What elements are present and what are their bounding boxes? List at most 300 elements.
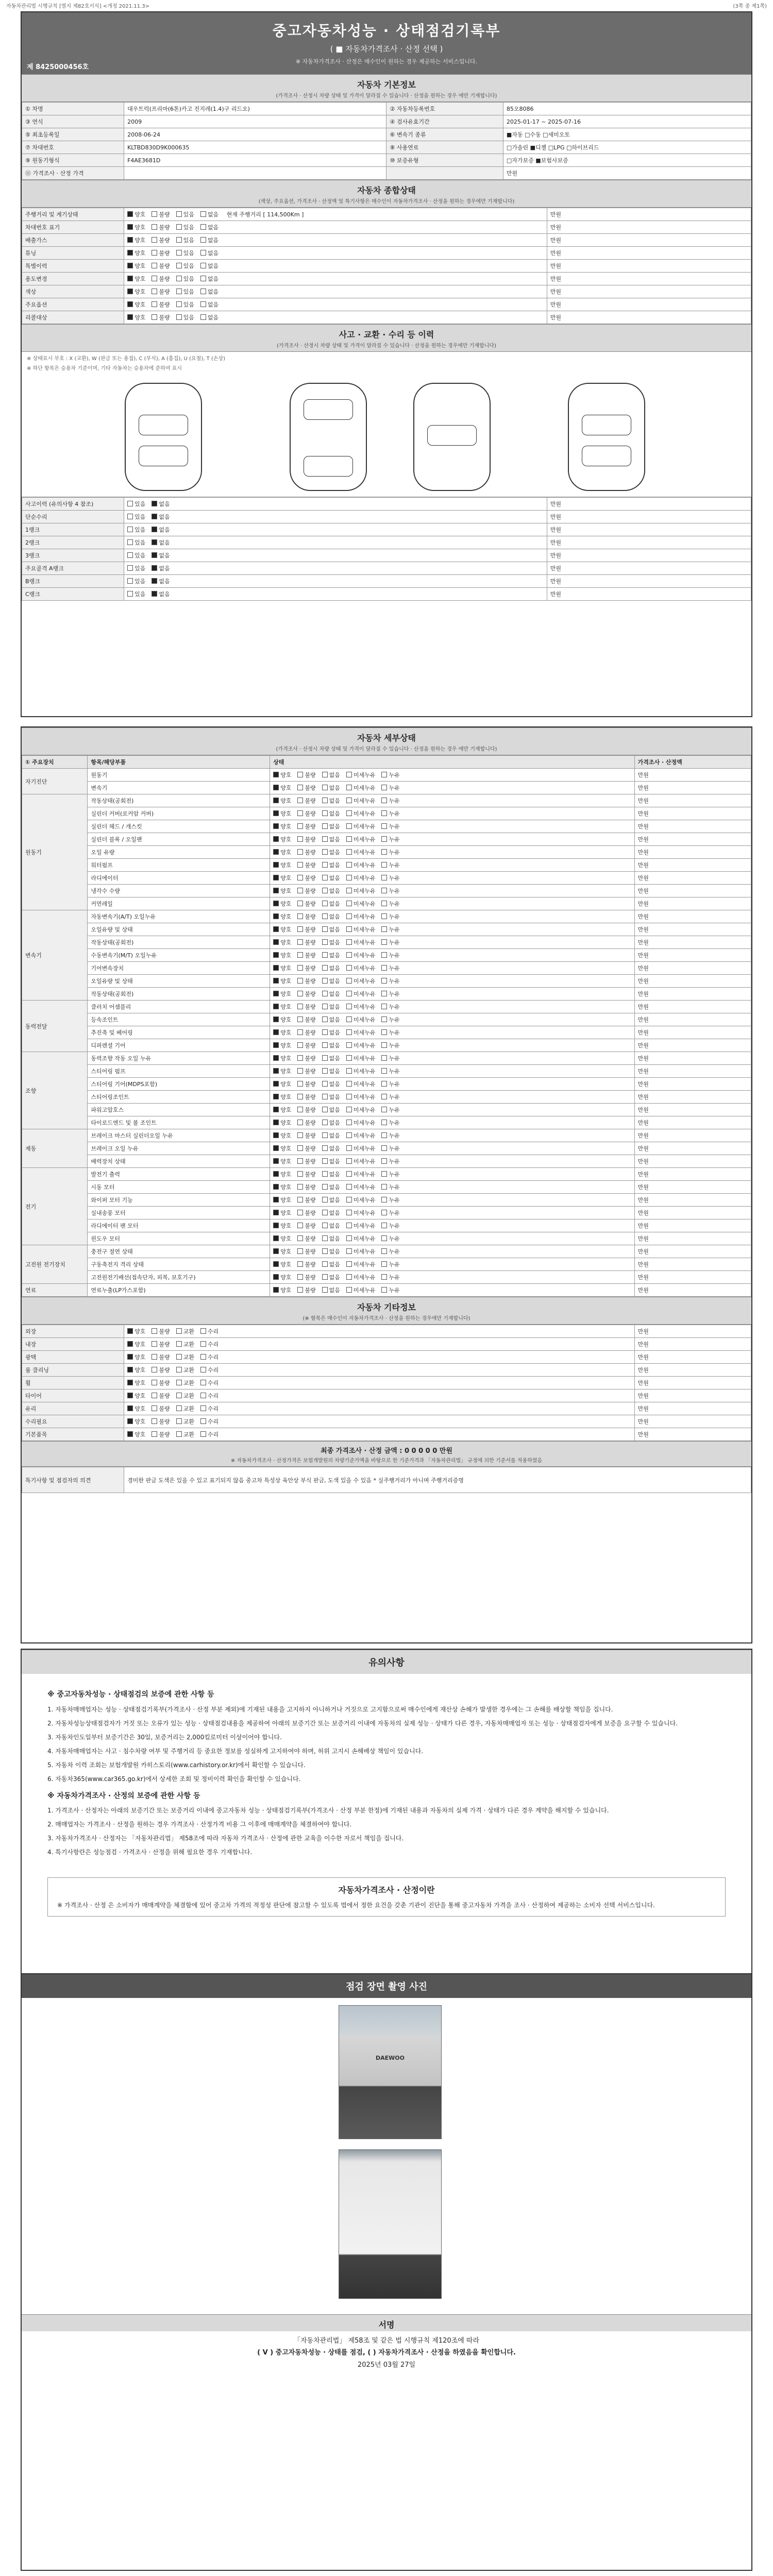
checkbox[interactable] [176,1341,182,1347]
checkbox[interactable] [297,1068,303,1074]
checked-box[interactable] [273,926,279,932]
checkbox[interactable] [346,978,352,984]
checkbox[interactable] [127,565,133,571]
checkbox[interactable] [152,211,157,217]
checkbox[interactable] [297,785,303,790]
checkbox[interactable] [322,849,328,855]
checked-box[interactable] [273,978,279,984]
checkbox[interactable] [297,1042,303,1048]
checkbox[interactable] [322,1287,328,1293]
checkbox[interactable] [322,1248,328,1254]
checkbox[interactable] [322,1184,328,1190]
checked-box[interactable] [152,552,157,558]
checkbox[interactable] [322,1274,328,1280]
checked-box[interactable] [127,1405,133,1411]
checkbox[interactable] [176,1367,182,1372]
option: 양호 [127,301,145,308]
checkbox[interactable] [322,1223,328,1228]
checkbox[interactable] [381,849,387,855]
checkbox[interactable] [297,888,303,893]
checked-box[interactable] [127,263,133,268]
checkbox[interactable] [297,1107,303,1112]
checkbox[interactable] [176,276,182,281]
checkbox[interactable] [176,224,182,230]
checkbox[interactable] [381,798,387,803]
checked-box[interactable] [273,1197,279,1202]
checkbox[interactable] [152,1431,157,1437]
checkbox[interactable] [322,772,328,777]
checkbox[interactable] [381,1094,387,1099]
checked-box[interactable] [273,1055,279,1061]
checked-box[interactable] [273,1248,279,1254]
checkbox[interactable] [297,978,303,984]
checkbox[interactable] [346,1132,352,1138]
checkbox[interactable] [176,1380,182,1385]
checkbox[interactable] [346,1184,352,1190]
checkbox[interactable] [200,263,206,268]
checked-box[interactable] [127,250,133,256]
checked-box[interactable] [273,1107,279,1112]
checkbox[interactable] [346,913,352,919]
checkbox[interactable] [322,926,328,932]
checkbox[interactable] [297,1223,303,1228]
checkbox[interactable] [176,250,182,256]
checkbox[interactable] [297,1197,303,1202]
checkbox[interactable] [176,1393,182,1398]
checkbox[interactable] [297,1158,303,1164]
checkbox[interactable] [381,913,387,919]
checkbox[interactable] [381,1197,387,1202]
checkbox[interactable] [381,1261,387,1267]
checkbox[interactable] [200,224,206,230]
checked-box[interactable] [273,1004,279,1009]
checkbox[interactable] [200,1418,206,1424]
checkbox[interactable] [322,1197,328,1202]
checked-box[interactable] [273,965,279,971]
checkbox[interactable] [322,823,328,829]
checkbox[interactable] [200,1367,206,1372]
checkbox[interactable] [297,1081,303,1087]
checkbox[interactable] [322,939,328,945]
checkbox[interactable] [176,301,182,307]
checkbox[interactable] [152,1405,157,1411]
checkbox[interactable] [176,1405,182,1411]
checkbox[interactable] [381,836,387,842]
checked-box[interactable] [273,1120,279,1125]
checked-box[interactable] [152,591,157,597]
checkbox[interactable] [346,1004,352,1009]
checkbox[interactable] [297,1248,303,1254]
checkbox[interactable] [322,1004,328,1009]
checkbox[interactable] [152,1354,157,1360]
checkbox[interactable] [297,926,303,932]
title-banner [22,12,751,74]
checkbox[interactable] [381,1210,387,1215]
checkbox[interactable] [381,1171,387,1177]
checkbox[interactable] [297,1029,303,1035]
checkbox[interactable] [127,552,133,558]
checkbox[interactable] [200,1328,206,1334]
checkbox[interactable] [346,836,352,842]
checkbox[interactable] [381,810,387,816]
checkbox[interactable] [381,1029,387,1035]
checkbox[interactable] [176,237,182,243]
checked-box[interactable] [273,1261,279,1267]
checkbox[interactable] [200,1393,206,1398]
checked-box[interactable] [127,1328,133,1334]
checkbox[interactable] [297,1016,303,1022]
checkbox[interactable] [176,289,182,294]
checkbox[interactable] [381,1081,387,1087]
checkbox[interactable] [346,1261,352,1267]
checkbox[interactable] [152,1380,157,1385]
checkbox[interactable] [346,810,352,816]
checkbox[interactable] [346,888,352,893]
checked-box[interactable] [273,1068,279,1074]
checked-box[interactable] [273,1210,279,1215]
checkbox[interactable] [297,849,303,855]
checked-box[interactable] [273,1081,279,1087]
checkbox[interactable] [176,1328,182,1334]
checkbox[interactable] [346,1235,352,1241]
checkbox[interactable] [200,1380,206,1385]
checkbox[interactable] [297,1210,303,1215]
checkbox[interactable] [346,1274,352,1280]
checkbox[interactable] [322,1145,328,1151]
checked-box[interactable] [273,1042,279,1048]
checkbox[interactable] [176,314,182,320]
checked-box[interactable] [152,565,157,571]
checkbox[interactable] [297,823,303,829]
checked-box[interactable] [273,798,279,803]
checked-box[interactable] [152,501,157,506]
checked-box[interactable] [127,1341,133,1347]
checkbox[interactable] [152,1393,157,1398]
checkbox[interactable] [152,301,157,307]
checkbox[interactable] [200,1431,206,1437]
checkbox[interactable] [322,1210,328,1215]
checkbox[interactable] [152,1367,157,1372]
checkbox[interactable] [297,1184,303,1190]
checkbox[interactable] [322,836,328,842]
checkbox[interactable] [346,1197,352,1202]
checkbox[interactable] [127,591,133,597]
checkbox[interactable] [322,1094,328,1099]
checkbox[interactable] [381,1042,387,1048]
checkbox[interactable] [346,823,352,829]
checkbox[interactable] [322,862,328,868]
checkbox[interactable] [346,1068,352,1074]
checkbox[interactable] [297,1055,303,1061]
checkbox[interactable] [381,1287,387,1293]
checkbox[interactable] [127,527,133,532]
checkbox[interactable] [297,965,303,971]
option: 있음 [127,578,145,585]
checked-box[interactable] [273,991,279,996]
checkbox[interactable] [127,539,133,545]
checkbox[interactable] [152,314,157,320]
checkbox[interactable] [322,1158,328,1164]
checkbox[interactable] [200,301,206,307]
checkbox[interactable] [322,798,328,803]
checkbox[interactable] [346,926,352,932]
checkbox[interactable] [346,1081,352,1087]
checkbox[interactable] [346,1287,352,1293]
checked-box[interactable] [273,1184,279,1190]
checkbox[interactable] [346,1042,352,1048]
checked-box[interactable] [127,1380,133,1385]
checked-box[interactable] [273,1145,279,1151]
checked-box[interactable] [152,514,157,519]
checkbox[interactable] [381,1248,387,1254]
checkbox[interactable] [381,1235,387,1241]
checkbox[interactable] [381,888,387,893]
checked-box[interactable] [273,1223,279,1228]
checked-box[interactable] [127,1431,133,1437]
checkbox[interactable] [322,1171,328,1177]
checkbox[interactable] [381,926,387,932]
checkbox[interactable] [346,1094,352,1099]
checkbox[interactable] [152,237,157,243]
checkbox[interactable] [152,250,157,256]
checkbox[interactable] [200,289,206,294]
checkbox[interactable] [297,1261,303,1267]
checkbox[interactable] [322,991,328,996]
checked-box[interactable] [273,1016,279,1022]
checkbox[interactable] [346,1158,352,1164]
checkbox[interactable] [127,578,133,584]
checkbox[interactable] [381,978,387,984]
checkbox[interactable] [297,952,303,958]
checked-box[interactable] [273,862,279,868]
checkbox[interactable] [381,1145,387,1151]
checkbox[interactable] [322,785,328,790]
checkbox[interactable] [381,1016,387,1022]
checkbox[interactable] [346,1107,352,1112]
checkbox[interactable] [346,1171,352,1177]
option: 교환 [176,1431,194,1438]
checkbox[interactable] [322,965,328,971]
checkbox[interactable] [346,875,352,880]
checkbox[interactable] [381,823,387,829]
checkbox[interactable] [346,1055,352,1061]
checkbox[interactable] [381,1132,387,1138]
checkbox[interactable] [297,1235,303,1241]
checkbox[interactable] [322,952,328,958]
checked-box[interactable] [152,578,157,584]
checkbox[interactable] [127,501,133,506]
checked-box[interactable] [127,237,133,243]
checkbox[interactable] [381,862,387,868]
checkbox[interactable] [297,1145,303,1151]
checked-box[interactable] [127,301,133,307]
checkbox[interactable] [346,965,352,971]
checkbox[interactable] [297,1094,303,1099]
option: 없음 [200,250,219,257]
checkbox[interactable] [381,785,387,790]
checkbox[interactable] [152,1341,157,1347]
checked-box[interactable] [152,539,157,545]
checkbox[interactable] [322,1016,328,1022]
checkbox[interactable] [346,991,352,996]
checkbox[interactable] [346,1248,352,1254]
checkbox[interactable] [200,211,206,217]
checkbox[interactable] [176,1418,182,1424]
checkbox[interactable] [297,875,303,880]
checkbox[interactable] [297,862,303,868]
checkbox[interactable] [152,1328,157,1334]
checkbox[interactable] [152,289,157,294]
checked-box[interactable] [273,810,279,816]
checked-box[interactable] [152,527,157,532]
checkbox[interactable] [152,1418,157,1424]
checkbox[interactable] [381,1184,387,1190]
checked-box[interactable] [127,276,133,281]
checkbox[interactable] [322,1235,328,1241]
checkbox[interactable] [322,888,328,893]
checkbox[interactable] [381,1004,387,1009]
checked-box[interactable] [273,785,279,790]
checkbox[interactable] [200,1341,206,1347]
checkbox[interactable] [346,1145,352,1151]
checkbox[interactable] [297,991,303,996]
checkbox[interactable] [297,798,303,803]
checked-box[interactable] [273,888,279,893]
checkbox[interactable] [297,772,303,777]
checkbox[interactable] [381,965,387,971]
checked-box[interactable] [273,849,279,855]
checkbox[interactable] [381,1068,387,1074]
checked-box[interactable] [273,1171,279,1177]
checked-box[interactable] [273,1094,279,1099]
basic-cell: 대우트럭(프리마(6톤)카고 진지레(1.4)구 리드오) [124,103,386,115]
checkbox[interactable] [152,276,157,281]
checkbox[interactable] [176,211,182,217]
checkbox[interactable] [346,798,352,803]
checked-box[interactable] [127,211,133,217]
checkbox[interactable] [346,1223,352,1228]
checkbox[interactable] [381,939,387,945]
checkbox[interactable] [381,875,387,880]
checkbox[interactable] [322,1107,328,1112]
checkbox[interactable] [200,237,206,243]
checkbox[interactable] [346,1029,352,1035]
checked-box[interactable] [127,1418,133,1424]
checkbox[interactable] [322,1261,328,1267]
checked-box[interactable] [273,1029,279,1035]
checkbox[interactable] [297,1171,303,1177]
checked-box[interactable] [273,939,279,945]
checkbox[interactable] [176,1431,182,1437]
checkbox[interactable] [381,1274,387,1280]
checked-box[interactable] [273,1158,279,1164]
checkbox[interactable] [322,1120,328,1125]
checked-box[interactable] [273,913,279,919]
checked-box[interactable] [273,836,279,842]
checkbox[interactable] [152,224,157,230]
checkbox[interactable] [381,1223,387,1228]
checkbox[interactable] [381,1158,387,1164]
checkbox[interactable] [381,901,387,906]
checked-box[interactable] [273,772,279,777]
checked-box[interactable] [273,1132,279,1138]
checkbox[interactable] [152,263,157,268]
checkbox[interactable] [346,772,352,777]
checked-box[interactable] [127,1354,133,1360]
checkbox[interactable] [200,1405,206,1411]
checkbox[interactable] [200,314,206,320]
checkbox[interactable] [297,913,303,919]
checkbox[interactable] [322,978,328,984]
checkbox[interactable] [381,1055,387,1061]
checkbox[interactable] [297,1120,303,1125]
checkbox[interactable] [297,901,303,906]
checkbox[interactable] [346,849,352,855]
checkbox[interactable] [322,1132,328,1138]
checkbox[interactable] [322,901,328,906]
checkbox[interactable] [346,901,352,906]
checkbox[interactable] [322,810,328,816]
checked-box[interactable] [273,901,279,906]
checkbox[interactable] [200,1354,206,1360]
checkbox[interactable] [381,1107,387,1112]
checkbox[interactable] [200,276,206,281]
option: 미세누유 [346,991,376,997]
checkbox[interactable] [346,785,352,790]
checkbox[interactable] [176,263,182,268]
checkbox[interactable] [346,1016,352,1022]
checked-box[interactable] [273,952,279,958]
checkbox[interactable] [381,952,387,958]
checkbox[interactable] [200,250,206,256]
checkbox[interactable] [381,1120,387,1125]
checkbox[interactable] [127,514,133,519]
checkbox[interactable] [346,952,352,958]
checked-box[interactable] [273,1274,279,1280]
checkbox[interactable] [322,875,328,880]
checkbox[interactable] [176,1354,182,1360]
checkbox[interactable] [346,939,352,945]
checkbox[interactable] [322,913,328,919]
checkbox[interactable] [322,1055,328,1061]
checked-box[interactable] [127,289,133,294]
checkbox[interactable] [297,939,303,945]
checkbox[interactable] [322,1068,328,1074]
checkbox[interactable] [322,1029,328,1035]
checkbox[interactable] [297,1132,303,1138]
checkbox[interactable] [297,1274,303,1280]
checked-box[interactable] [273,875,279,880]
checkbox[interactable] [346,1210,352,1215]
checkbox[interactable] [297,810,303,816]
checked-box[interactable] [273,823,279,829]
checkbox[interactable] [346,1120,352,1125]
checked-box[interactable] [127,224,133,230]
checkbox[interactable] [381,772,387,777]
checkbox[interactable] [297,836,303,842]
checked-box[interactable] [127,314,133,320]
checked-box[interactable] [127,1367,133,1372]
checkbox[interactable] [381,991,387,996]
checked-box[interactable] [273,1235,279,1241]
checkbox[interactable] [297,1004,303,1009]
checked-box[interactable] [273,1287,279,1293]
checkbox[interactable] [322,1042,328,1048]
checked-box[interactable] [127,1393,133,1398]
checkbox[interactable] [297,1287,303,1293]
checkbox[interactable] [322,1081,328,1087]
checkbox[interactable] [346,862,352,868]
